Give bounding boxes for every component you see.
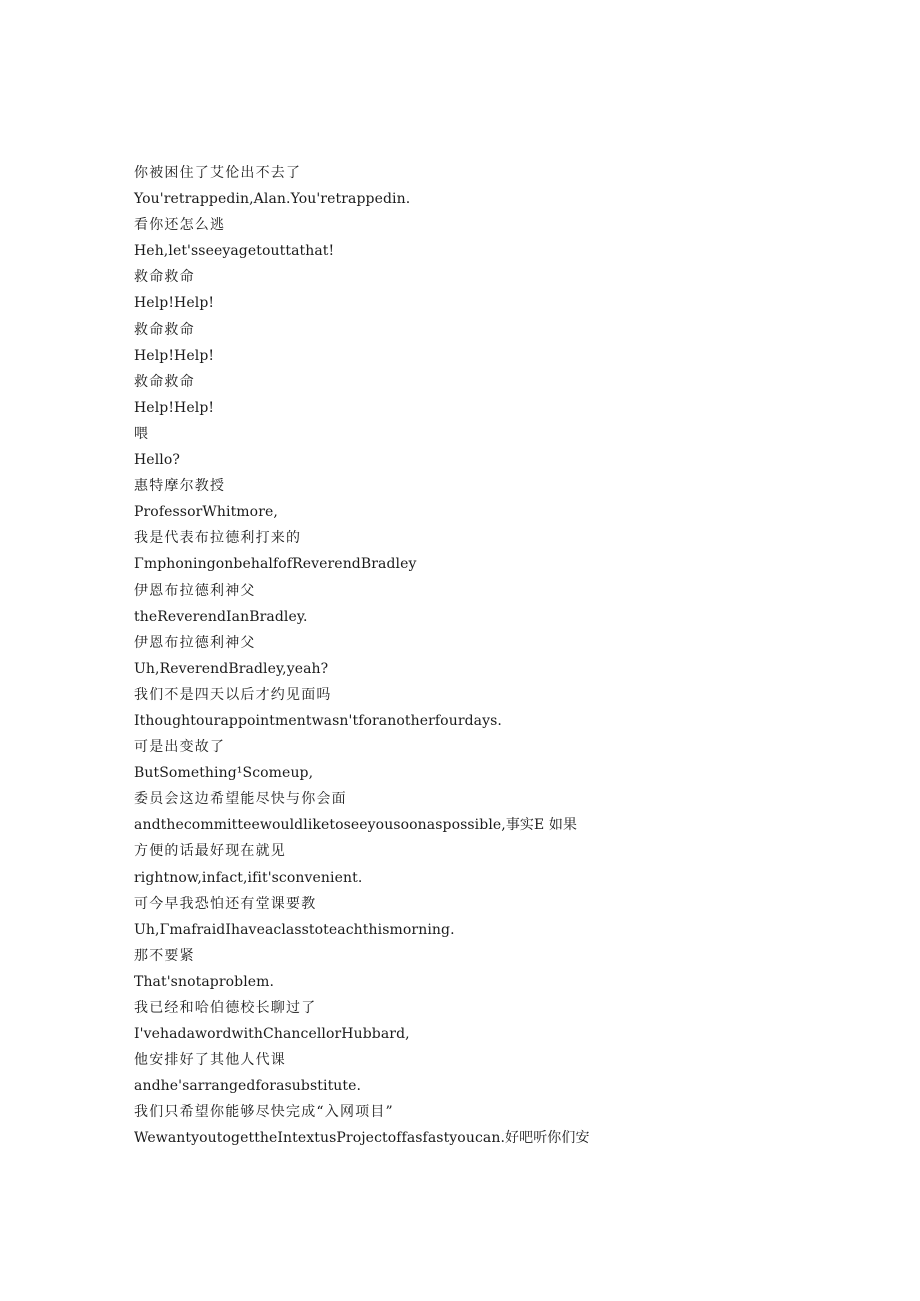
- chinese-subtitle-line: 看你还怎么逃: [134, 217, 226, 234]
- english-subtitle-line: Uh,ReverendBradley,yeah?: [134, 660, 329, 677]
- chinese-subtitle-line: 那不要紧: [134, 947, 195, 964]
- english-subtitle-line: Help!Help!: [134, 347, 215, 364]
- chinese-subtitle-line: 救命救命: [134, 321, 195, 338]
- english-subtitle-line: rightnow,infact,ifit'sconvenient.: [134, 869, 363, 886]
- chinese-subtitle-line: 伊恩布拉德利神父: [134, 634, 256, 651]
- english-subtitle-line: Help!Help!: [134, 399, 215, 416]
- chinese-subtitle-line: 我们不是四天以后才约见面吗: [134, 686, 332, 703]
- english-subtitle-line: I'vehadawordwithChancellorHubbard,: [134, 1026, 410, 1043]
- english-subtitle-line: andhe'sarrangedforasubstitute.: [134, 1078, 362, 1095]
- chinese-subtitle-line: 我是代表布拉德利打来的: [134, 530, 302, 547]
- chinese-subtitle-line: 惠特摩尔教授: [134, 478, 226, 495]
- english-subtitle-line: Hello?: [134, 452, 180, 469]
- english-subtitle-line: andthecommitteewouldliketoseeyousoonaspossible,事实E 如果: [134, 817, 578, 834]
- chinese-subtitle-line: 伊恩布拉德利神父: [134, 582, 256, 599]
- chinese-subtitle-line: 可今早我恐怕还有堂课要教: [134, 895, 317, 912]
- chinese-subtitle-line: 我已经和哈伯德校长聊过了: [134, 1000, 317, 1016]
- chinese-subtitle-line: 你被困住了艾伦出不去了: [134, 165, 302, 181]
- english-subtitle-line: ButSomething¹Scomeup,: [134, 765, 314, 782]
- chinese-subtitle-line: 救命救命: [134, 373, 195, 390]
- subtitle-lines: [134, 160, 874, 1152]
- english-subtitle-line: ProfessorWhitmore,: [134, 504, 278, 521]
- chinese-subtitle-line: 他安排好了其他人代课: [134, 1052, 286, 1069]
- english-subtitle-line: Help!Help!: [134, 295, 215, 312]
- chinese-subtitle-line: 可是出变故了: [134, 739, 226, 756]
- chinese-subtitle-line: 委员会这边希望能尽快与你会面: [134, 791, 347, 808]
- english-subtitle-line: You'retrappedin,Alan.You'retrappedin.: [134, 191, 411, 208]
- english-subtitle-line: WewantyoutogettheIntextusProjectoffasfastyoucan.好吧听你们安: [134, 1130, 590, 1147]
- chinese-subtitle-line: 救命救命: [134, 269, 195, 286]
- english-subtitle-line: Ithoughtourappointmentwasn'tforanotherfourdays.: [134, 712, 502, 729]
- chinese-subtitle-line: 方便的话最好现在就见: [134, 843, 286, 860]
- english-subtitle-line: ΓmphoningonbehalfofReverendBradley: [134, 556, 417, 573]
- english-subtitle-line: That'snotaproblem.: [134, 973, 275, 990]
- chinese-subtitle-line: 喂: [134, 425, 150, 442]
- english-subtitle-line: theReverendIanBradley.: [134, 608, 308, 625]
- english-subtitle-line: Heh,let'sseeyagetouttathat!: [134, 243, 335, 260]
- chinese-subtitle-line: 我们只希望你能够尽快完成“入网项目”: [134, 1104, 394, 1121]
- english-subtitle-line: Uh,ΓmafraidIhaveaclasstoteachthismorning.: [134, 921, 455, 938]
